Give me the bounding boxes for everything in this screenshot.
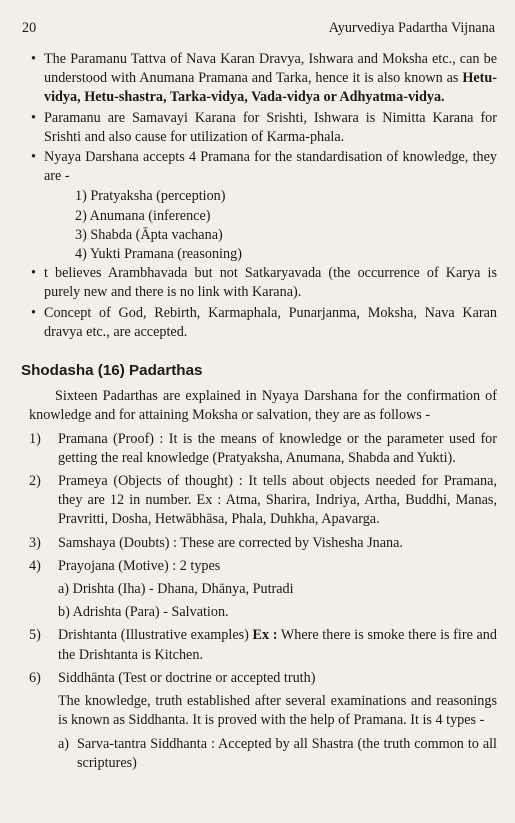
- siddhanta-description: The knowledge, truth established after several examinations and reasonings is known as Siddhanta. It is proved with the help of Pramana. It is 4 types -: [58, 693, 497, 729]
- prayojana-type: a) Drishta (Iha) - Dhana, Dhānya, Putradi: [58, 581, 294, 598]
- bullet-four-pramana: • Nyaya Darshana accepts 4 Pramana for the standardisation of knowledge, they are -: [31, 149, 497, 185]
- bullet-arambhavada: • t believes Arambhavada but not Satkaryavada (the occurrence of Karya is purely new and there is no link with Karana).: [31, 265, 497, 301]
- padartha-item-samshaya: 3) Samshaya (Doubts) : These are corrected by Vishesha Jnana.: [29, 534, 403, 551]
- section-heading: Shodasha (16) Padarthas: [21, 362, 203, 380]
- pramana-list: [29, 187, 497, 264]
- page-body: [21, 50, 497, 773]
- pramana-item: 4) Yukti Pramana (reasoning): [75, 246, 242, 263]
- bullet-dot: •: [31, 265, 36, 282]
- bold-terms: Hetu-vidya, Hetu-shastra, Tarka-vidya, Vada-vidya or Adhyatma-vidya.: [44, 70, 497, 106]
- section-intro: Sixteen Padarthas are explained in Nyaya Darshana for the confirmation of knowledge and for attaining Moksha or salvation, they are as follows -: [29, 388, 497, 424]
- siddhanta-type-sarva-tantra: a) Sarva-tantra Siddhanta : Accepted by all Shastra (the truth common to all scriptures): [58, 735, 497, 771]
- padartha-item-prayojana: 4) Prayojana (Motive) : 2 types: [29, 557, 221, 574]
- padartha-item-pramana: 1) Pramana (Proof) : It is the means of knowledge or the parameter used for getting the real knowledge (Pratyaksha, Anumana, Shabda and Yukti).: [29, 430, 497, 466]
- pramana-item: 1) Pratyaksha (perception): [75, 188, 226, 205]
- running-title: Ayurvediya Padartha Vijnana: [328, 20, 495, 36]
- pramana-item: 2) Anumana (inference): [75, 207, 211, 224]
- bullet-dot: •: [31, 304, 36, 321]
- bullet-dot: •: [31, 51, 36, 67]
- prayojana-type: b) Adrishta (Para) - Salvation.: [58, 604, 229, 621]
- bullet-dot: •: [31, 149, 36, 166]
- page-number: 20: [22, 20, 37, 36]
- bullet-dot: •: [31, 109, 36, 126]
- padartha-item-drishtanta: 5) Drishtanta (Illustrative examples) Ex : Where there is smoke there is fire and the Drishtanta is Kitchen.: [29, 627, 497, 663]
- bullet-samavayi-karana: • Paramanu are Samavayi Karana for Srishti, Ishwara is Nimitta Karana for Srishti and also cause for utilization of Karma-phala.: [31, 109, 497, 145]
- padartha-item-siddhanta: 6) Siddhānta (Test or doctrine or accepted truth): [29, 669, 316, 686]
- pramana-item: 3) Shabda (Āpta vachana): [75, 226, 223, 243]
- bullet-concept-of-god: • Concept of God, Rebirth, Karmaphala, Punarjanma, Moksha, Nava Karan dravya etc., are accepted.: [31, 304, 497, 340]
- padartha-item-prameya: 2) Prameya (Objects of thought) : It tells about objects needed for Pramana, they are 12 in number. Ex : Atma, Sharira, Indriya, Artha, Buddhi, Manas, Pravritti, Dosha, Hetwābhāsa, Phala, Duhkha, Apavarga.: [29, 473, 497, 528]
- bullet-paramanu-tattva: • The Paramanu Tattva of Nava Karan Dravya, Ishwara and Moksha etc., can be understood with Anumana Pramana and Tarka, hence it is also known as Hetu-vidya, Hetu-shastra, Tarka-vidya, Vada-vidya or Adhyatma-vidya.: [31, 51, 497, 106]
